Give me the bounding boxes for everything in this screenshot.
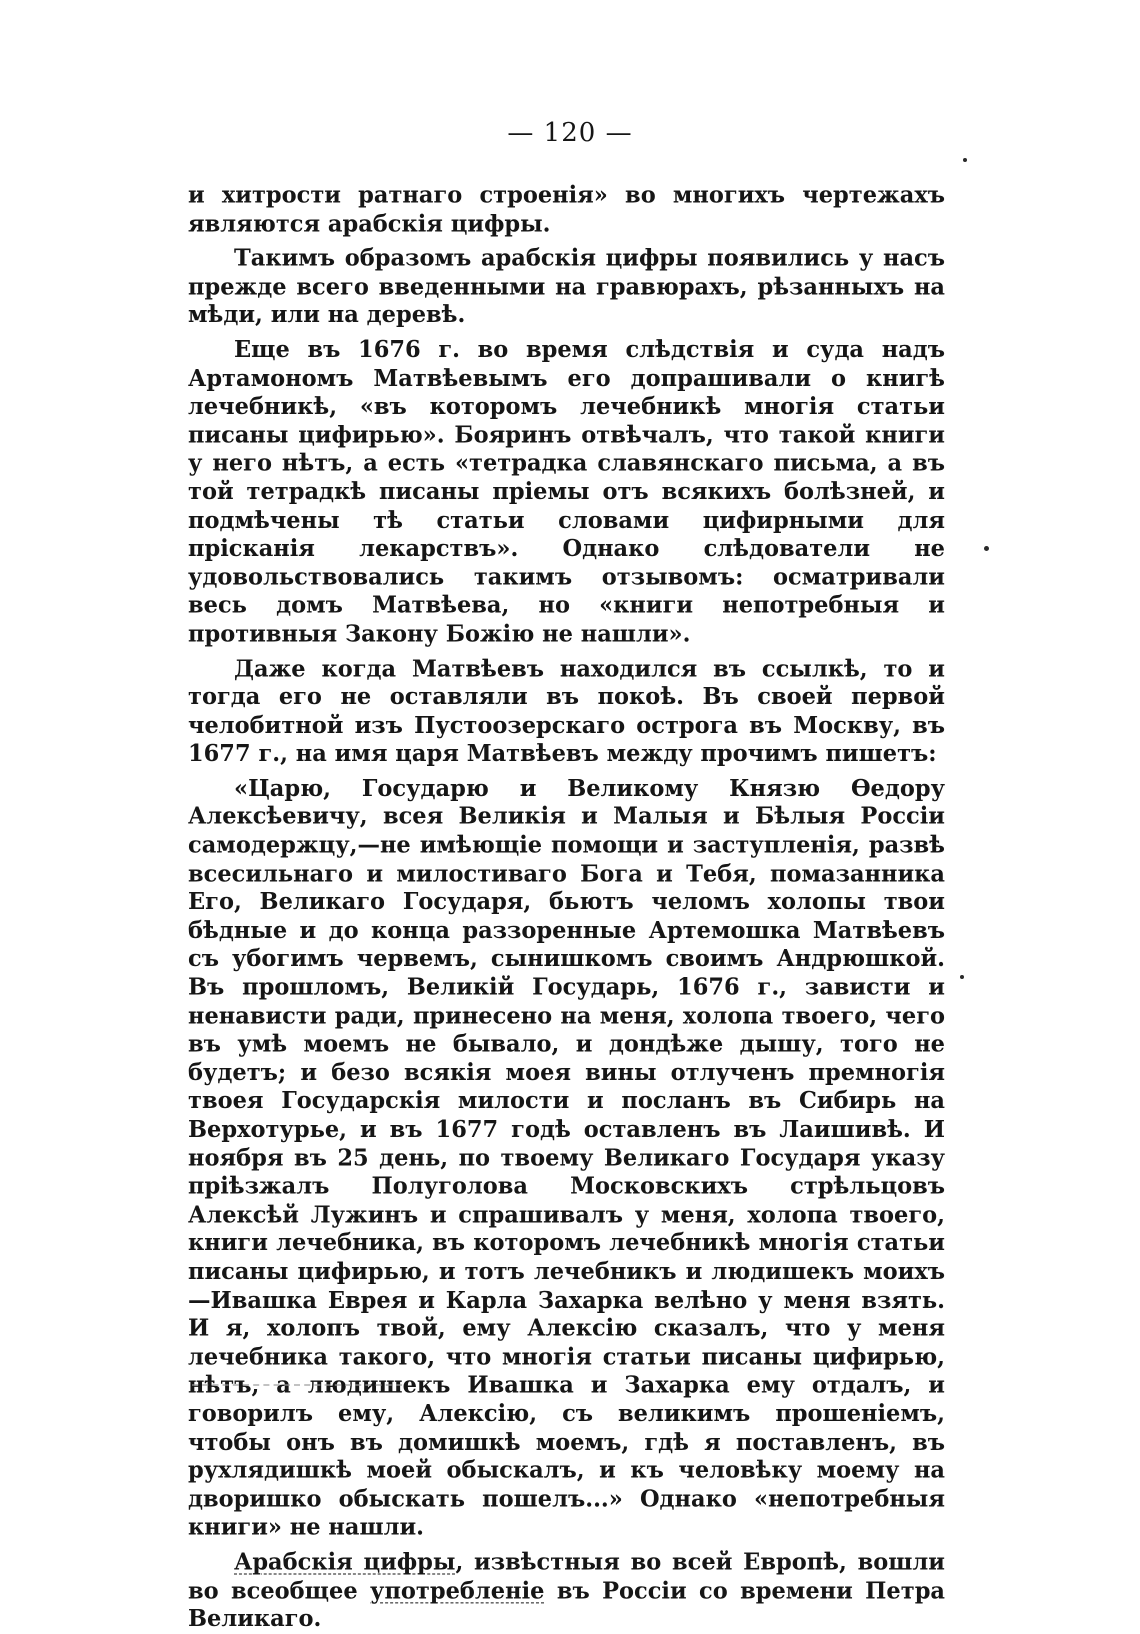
scan-speck [984,546,989,551]
underlined-phrase: Арабскія цифры [234,1548,456,1576]
paragraph-3: Еще въ 1676 г. во время слѣдствія и суда надъ Артамономъ Матвѣевымъ его допрашивали о книгѣ лечебникѣ, «въ которомъ лечебникѣ многія статьи писаны цифирью». Бояринъ отвѣчалъ, что такой книги у него нѣтъ, а есть «тетрадка славянскаго письма, а въ той тетрадкѣ писаны пріемы отъ всякихъ болѣзней, и подмѣчены тѣ статьи словами цифирными для прісканія лекарствъ». Однако слѣдователи не удовольствовались такимъ отзывомъ: осматривали весь домъ Матвѣева, но «книги непотребныя и противныя Закону Божію не нашли». [188,336,945,648]
scan-speck [963,158,967,162]
underlined-word: употребленіе [370,1577,545,1604]
last-paragraph-end: въ Россіи со времени Петра Великаго. [188,1577,946,1633]
paragraph-1: и хитрости ратнаго строенія» во многихъ чертежахъ являются арабскія цифры. [188,182,945,238]
paragraph-4: Даже когда Матвѣевъ находился въ ссылкѣ, то и тогда его не оставляли въ покоѣ. Въ своей первой челобитной изъ Пустоозерскаго острога въ Москву, въ 1677 г., на имя царя Матвѣевъ между прочимъ пишетъ: [188,655,945,768]
paragraph-2: Такимъ образомъ арабскія цифры появились у насъ прежде всего введенными на гравюрахъ, рѣзанныхъ на мѣди, или на деревѣ. [188,245,945,329]
page-number: — 120 — [507,118,633,148]
paragraph-last [188,1549,945,1634]
body-text [188,182,945,1634]
scan-artifact-dashes [192,1384,402,1390]
quotation-paragraph: «Царю, Государю и Великому Князю Ѳедору Алексѣевичу, всея Великія и Малыя и Бѣлыя Россіи самодержцу,—не имѣющіе помощи и заступленія, развѣ всесильнаго и милостиваго Бога и Тебя, помазанника Его, Великаго Государя, бьютъ челомъ холопы твои бѣдные и до конца раззоренные Артемошка Матвѣевъ съ убогимъ червемъ, сынишкомъ своимъ Андрюшкой. Въ прошломъ, Великій Государь, 1676 г., зависти и ненависти ради, принесено на меня, холопа твоего, чего въ умѣ моемъ не бывало, и дондѣже дышу, того не будетъ; и безо всякія моея вины отлученъ премногія твоея Государскія милости и посланъ въ Сибирь на Верхотурье, и въ 1677 годѣ оставленъ въ Лаишивѣ. И ноября въ 25 день, по твоему Великаго Государя указу пріѣзжалъ Полуголова Московскихъ стрѣльцовъ Алексѣй Лужинъ и спрашивалъ у меня, холопа твоего, книги лечебника, въ которомъ лечебникѣ многія статьи писаны цифирью, и тотъ лечебникъ и людишекъ моихъ—Ивашка Еврея и Карла Захарка велѣно у меня взять. И я, холопъ твой, ему Алексію сказалъ, что у меня лечебника такого, что многія статьи писаны цифирью, нѣтъ, а людишекъ Ивашка и Захарка ему отдалъ, и говорилъ ему, Алексію, съ великимъ прошеніемъ, чтобы онъ въ домишкѣ моемъ, гдѣ я поставленъ, въ рухлядишкѣ моей обыскалъ, и къ человѣку моему на дворишко обыскать пошелъ...» Однако «непотребныя книги» не нашли. [188,775,945,1541]
scan-speck [960,975,964,979]
last-paragraph-middle: , извѣстныя во всей Европѣ, вошли во всеобщее [188,1548,945,1604]
